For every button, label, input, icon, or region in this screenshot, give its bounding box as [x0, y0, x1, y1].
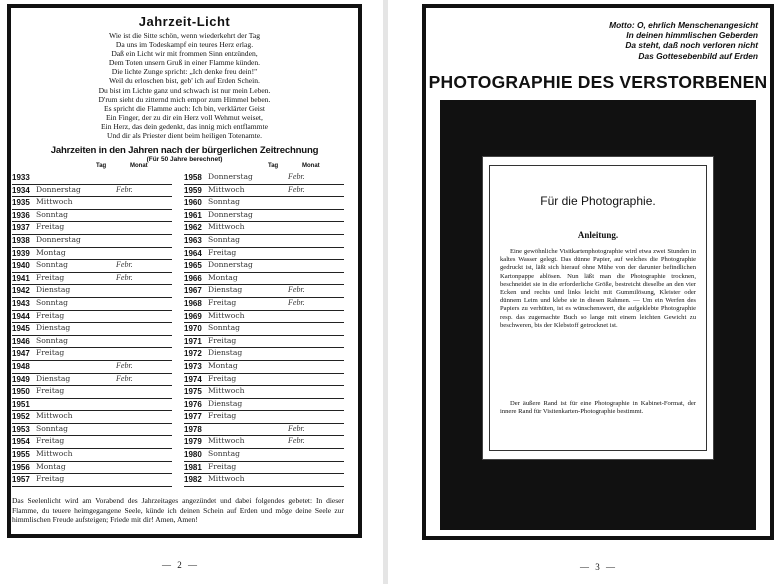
year-cell: 1968 — [184, 298, 202, 308]
year-cell: 1957 — [12, 475, 30, 485]
year-cell: 1982 — [184, 475, 202, 485]
weekday-cell: Donnerstag — [208, 172, 253, 181]
motto-line: Motto: O, ehrlich Menschenangesicht — [609, 20, 758, 30]
year-cell: 1977 — [184, 412, 202, 422]
weekday-cell: Mittwoch — [208, 474, 245, 484]
year-cell: 1941 — [12, 273, 30, 283]
year-cell: 1981 — [184, 462, 202, 472]
weekday-cell: Freitag — [208, 247, 237, 257]
table-row — [184, 336, 344, 349]
table-row — [12, 449, 172, 462]
poem-line: Ein Herz, das dein gedenkt, das innig mich entflammte — [100, 121, 268, 131]
photo-frame — [482, 156, 714, 460]
weekday-cell: Sonntag — [36, 423, 68, 433]
table-row — [184, 185, 344, 198]
year-cell: 1973 — [184, 361, 202, 371]
year-cell: 1958 — [184, 173, 202, 182]
table-row — [12, 172, 172, 185]
table-row — [184, 172, 344, 185]
table-row — [12, 399, 172, 412]
year-cell: 1976 — [184, 399, 202, 409]
photo-title: PHOTOGRAPHIE DES VERSTORBENEN — [428, 72, 768, 92]
weekday-cell: Mittwoch — [208, 222, 245, 232]
card-note: Der äußere Rand ist für eine Photographie in Kabinet-Format, der innere Rand für Visitenkarten-Photographie bestimmt. — [500, 400, 696, 416]
month-cell: Febr. — [116, 260, 133, 270]
weekday-cell: Montag — [208, 272, 238, 282]
weekday-cell: Sonntag — [36, 335, 68, 345]
weekday-cell: Sonntag — [208, 323, 240, 333]
month-cell: Febr. — [288, 297, 305, 307]
table-row — [12, 222, 172, 235]
weekday-cell: Mittwoch — [36, 197, 73, 207]
table-row — [12, 273, 172, 286]
weekday-cell: Dienstag — [36, 373, 71, 383]
weekday-cell: Sonntag — [36, 260, 68, 270]
column-header-month: Monat — [130, 163, 148, 169]
table-row — [12, 210, 172, 223]
weekday-cell: Freitag — [36, 436, 65, 446]
year-cell: 1975 — [184, 387, 202, 397]
table-row — [184, 197, 344, 210]
year-cell: 1948 — [12, 361, 30, 371]
weekday-cell: Freitag — [36, 386, 65, 396]
poem-line: Wie ist die Sitte schön, wenn wiederkehrt der Tag — [108, 31, 261, 40]
weekday-cell: Freitag — [208, 297, 237, 307]
table-row — [12, 197, 172, 210]
table-row — [184, 462, 344, 475]
year-cell: 1944 — [12, 311, 30, 321]
weekday-cell: Freitag — [208, 373, 237, 383]
table-row — [184, 399, 344, 412]
table-row — [12, 235, 172, 248]
year-cell: 1949 — [12, 374, 30, 384]
poem-line: Und dir als Priester dient beim heiligen Totenamte. — [107, 131, 262, 141]
weekday-cell: Dienstag — [36, 323, 71, 333]
weekday-cell: Dienstag — [36, 285, 71, 295]
weekday-cell: Mittwoch — [208, 184, 245, 194]
weekday-cell: Sonntag — [208, 234, 240, 244]
motto-line: Da steht, daß noch verloren nicht — [625, 40, 758, 51]
table-row — [12, 185, 172, 198]
year-cell: 1942 — [12, 286, 30, 296]
table-row — [184, 222, 344, 235]
year-cell: 1965 — [184, 261, 202, 271]
poem-line: D'rum sieht du zitternd mich empor zum Himmel beben. — [98, 94, 271, 104]
weekday-cell: Donnerstag — [36, 184, 81, 194]
year-cell: 1974 — [184, 374, 202, 384]
table-column-left — [12, 163, 172, 487]
poem-line: Weil du erloschen bist, geb' ich auf Erden Schein. — [109, 76, 260, 86]
year-cell: 1938 — [12, 235, 30, 245]
motto — [609, 20, 758, 61]
table-row — [12, 260, 172, 273]
year-cell: 1940 — [12, 261, 30, 271]
year-cell: 1972 — [184, 349, 202, 359]
weekday-cell: Mittwoch — [208, 386, 245, 396]
year-cell: 1935 — [12, 198, 30, 208]
table-row — [12, 361, 172, 374]
table-row — [12, 386, 172, 399]
year-cell: 1967 — [184, 286, 202, 296]
poem-title: Jahrzeit-Licht — [138, 14, 231, 29]
year-cell: 1960 — [184, 198, 202, 208]
poem-line: Du bist im Lichte ganz und schwach ist nur mein Leben. — [98, 85, 271, 95]
year-cell: 1937 — [12, 223, 30, 233]
year-cell: 1947 — [12, 349, 30, 359]
year-cell: 1934 — [12, 185, 30, 195]
month-cell: Febr. — [116, 373, 133, 383]
footer-note: Das Seelenlicht wird am Vorabend des Jahrzeitages angezündet und dabei folgendes gebetet: In dieser Flamme, du teuere heimgegangene Seele, künde ich deinen Schein auf Erden und möge deine Seele zur himmlischen Freude aufsteigen; Friede mit dir! Amen, Amen! — [12, 496, 344, 524]
month-cell: Febr. — [288, 436, 305, 446]
year-cell: 1980 — [184, 450, 202, 460]
year-cell: 1966 — [184, 273, 202, 283]
weekday-cell: Sonntag — [36, 209, 68, 219]
year-cell: 1945 — [12, 324, 30, 334]
month-cell: Febr. — [116, 272, 133, 282]
right-page-frame — [422, 4, 774, 540]
table-row — [12, 474, 172, 487]
weekday-cell: Freitag — [208, 411, 237, 421]
weekday-cell: Montag — [36, 461, 66, 471]
year-cell: 1969 — [184, 311, 202, 321]
year-cell: 1933 — [12, 173, 30, 182]
page-number: — 3 — — [580, 562, 617, 572]
year-cell: 1946 — [12, 336, 30, 346]
table-row — [184, 298, 344, 311]
poem-line: Dem Toten unsern Gruß in einer Flamme künden. — [108, 58, 261, 68]
table-title: Jahrzeiten in den Jahren nach der bürgerlichen Zeitrechnung — [50, 145, 319, 157]
motto-line: Das Gottesebenbild auf Erden — [638, 50, 758, 61]
year-cell: 1962 — [184, 223, 202, 233]
year-cell: 1978 — [184, 424, 202, 434]
weekday-cell: Freitag — [36, 222, 65, 232]
table-row — [184, 285, 344, 298]
card-subtitle: Anleitung. — [577, 230, 619, 240]
table-row — [12, 248, 172, 261]
weekday-cell: Montag — [36, 247, 66, 257]
year-cell: 1964 — [184, 248, 202, 258]
table-row — [12, 374, 172, 387]
page-number: — 2 — — [162, 560, 199, 570]
weekday-cell: Mittwoch — [36, 411, 73, 421]
table-row — [12, 285, 172, 298]
year-cell: 1959 — [184, 185, 202, 195]
year-cell: 1961 — [184, 210, 202, 220]
table-row — [184, 311, 344, 324]
month-cell: Febr. — [288, 285, 305, 295]
weekday-cell: Donnerstag — [208, 209, 253, 219]
weekday-cell: Dienstag — [208, 398, 243, 408]
photo-frame-inner — [489, 165, 707, 451]
month-cell: Febr. — [116, 360, 133, 370]
year-cell: 1971 — [184, 336, 202, 346]
column-header-day: Tag — [268, 163, 279, 169]
year-cell: 1970 — [184, 324, 202, 334]
weekday-cell: Freitag — [208, 461, 237, 471]
column-header-month: Monat — [302, 163, 320, 169]
weekday-cell: Mittwoch — [208, 310, 245, 320]
month-cell: Febr. — [288, 172, 305, 181]
motto-line: In deinen himmlischen Geberden — [626, 30, 758, 41]
table-row — [184, 273, 344, 286]
table-row — [12, 436, 172, 449]
weekday-cell: Freitag — [36, 272, 65, 282]
year-cell: 1952 — [12, 412, 30, 422]
table-row — [184, 411, 344, 424]
year-cell: 1963 — [184, 235, 202, 245]
weekday-cell: Freitag — [208, 335, 237, 345]
year-cell: 1955 — [12, 450, 30, 460]
weekday-cell: Freitag — [36, 474, 65, 484]
year-cell: 1950 — [12, 387, 30, 397]
weekday-cell: Donnerstag — [208, 260, 253, 270]
table-row — [184, 436, 344, 449]
year-cell: 1951 — [12, 399, 30, 409]
table-row — [12, 348, 172, 361]
table-subtitle: (Für 50 Jahre berechnet) — [146, 156, 223, 164]
poem-line: Es spricht die Flamme auch: Ich bin, verklärter Geist — [104, 103, 265, 113]
year-cell: 1939 — [12, 248, 30, 258]
table-row — [184, 474, 344, 487]
table-row — [184, 386, 344, 399]
weekday-cell: Donnerstag — [36, 234, 81, 244]
table-row — [12, 336, 172, 349]
year-cell: 1954 — [12, 437, 30, 447]
table-row — [184, 449, 344, 462]
table-row — [184, 361, 344, 374]
poem-line: Da uns im Todeskampf ein teures Herz erlag. — [115, 40, 254, 50]
weekday-cell: Freitag — [36, 348, 65, 358]
month-cell: Febr. — [116, 184, 133, 194]
table-row — [184, 323, 344, 336]
table-row — [184, 424, 344, 437]
jahrzeit-table — [12, 163, 344, 493]
weekday-cell: Dienstag — [208, 348, 243, 358]
weekday-cell: Dienstag — [208, 285, 243, 295]
year-cell: 1979 — [184, 437, 202, 447]
poem-line: Ein Finger, der zu dir ein Herz voll Wehmut weiset, — [106, 112, 263, 122]
left-page — [0, 0, 383, 584]
year-cell: 1956 — [12, 462, 30, 472]
column-header — [184, 163, 344, 172]
year-cell: 1953 — [12, 424, 30, 434]
poem — [19, 31, 350, 140]
column-header-day: Tag — [96, 163, 107, 169]
weekday-cell: Mittwoch — [36, 449, 73, 459]
table-row — [12, 462, 172, 475]
table-row — [12, 323, 172, 336]
poem-line: Die lichte Zunge spricht: „Ich denke freu dein!" — [111, 67, 258, 77]
table-row — [184, 348, 344, 361]
month-cell: Febr. — [288, 423, 305, 433]
table-column-right — [184, 163, 344, 487]
table-row — [12, 411, 172, 424]
table-row — [184, 374, 344, 387]
month-cell: Febr. — [288, 184, 305, 194]
table-row — [184, 260, 344, 273]
weekday-cell: Mittwoch — [208, 436, 245, 446]
weekday-cell: Freitag — [36, 310, 65, 320]
weekday-cell: Sonntag — [208, 449, 240, 459]
table-row — [12, 298, 172, 311]
table-row — [184, 248, 344, 261]
table-row — [12, 424, 172, 437]
right-page — [388, 0, 781, 584]
table-row — [12, 311, 172, 324]
column-header — [12, 163, 172, 172]
table-row — [184, 235, 344, 248]
card-instructions: Eine gewöhnliche Visitkartenphotographie wird etwa zwei Stunden in kaltes Wasser gelegt. Das dünne Papier, auf welches die Photographie gedruckt ist, läßt sich hierauf ohne Mühe von der darunter befindlichen Kartonpappe ablösen. Nun läßt man die Photographie trocknen, beschneidet sie in die erforderliche Größe, bestreicht dieselbe an den vier Ecken und rechts und links leicht mit Gummilösung, Kleister oder dünnem Leim und klebe sie in diesen Rahmen. — Um ein Werfen des Papiers zu verhüten, ist es wünschenswert, die aufgeklebte Photographie resp. das zugemachte Buch so lange mit einem leichten Gewicht zu beschweren, bis der Klebstoff getrocknet ist. — [500, 248, 696, 329]
year-cell: 1943 — [12, 298, 30, 308]
year-cell: 1936 — [12, 210, 30, 220]
weekday-cell: Montag — [208, 360, 238, 370]
weekday-cell: Sonntag — [36, 297, 68, 307]
weekday-cell: Sonntag — [208, 197, 240, 207]
card-title: Für die Photographie. — [540, 194, 656, 208]
table-row — [184, 210, 344, 223]
poem-line: Daß ein Licht wir mit frommen Sinn entzünden, — [111, 49, 258, 59]
